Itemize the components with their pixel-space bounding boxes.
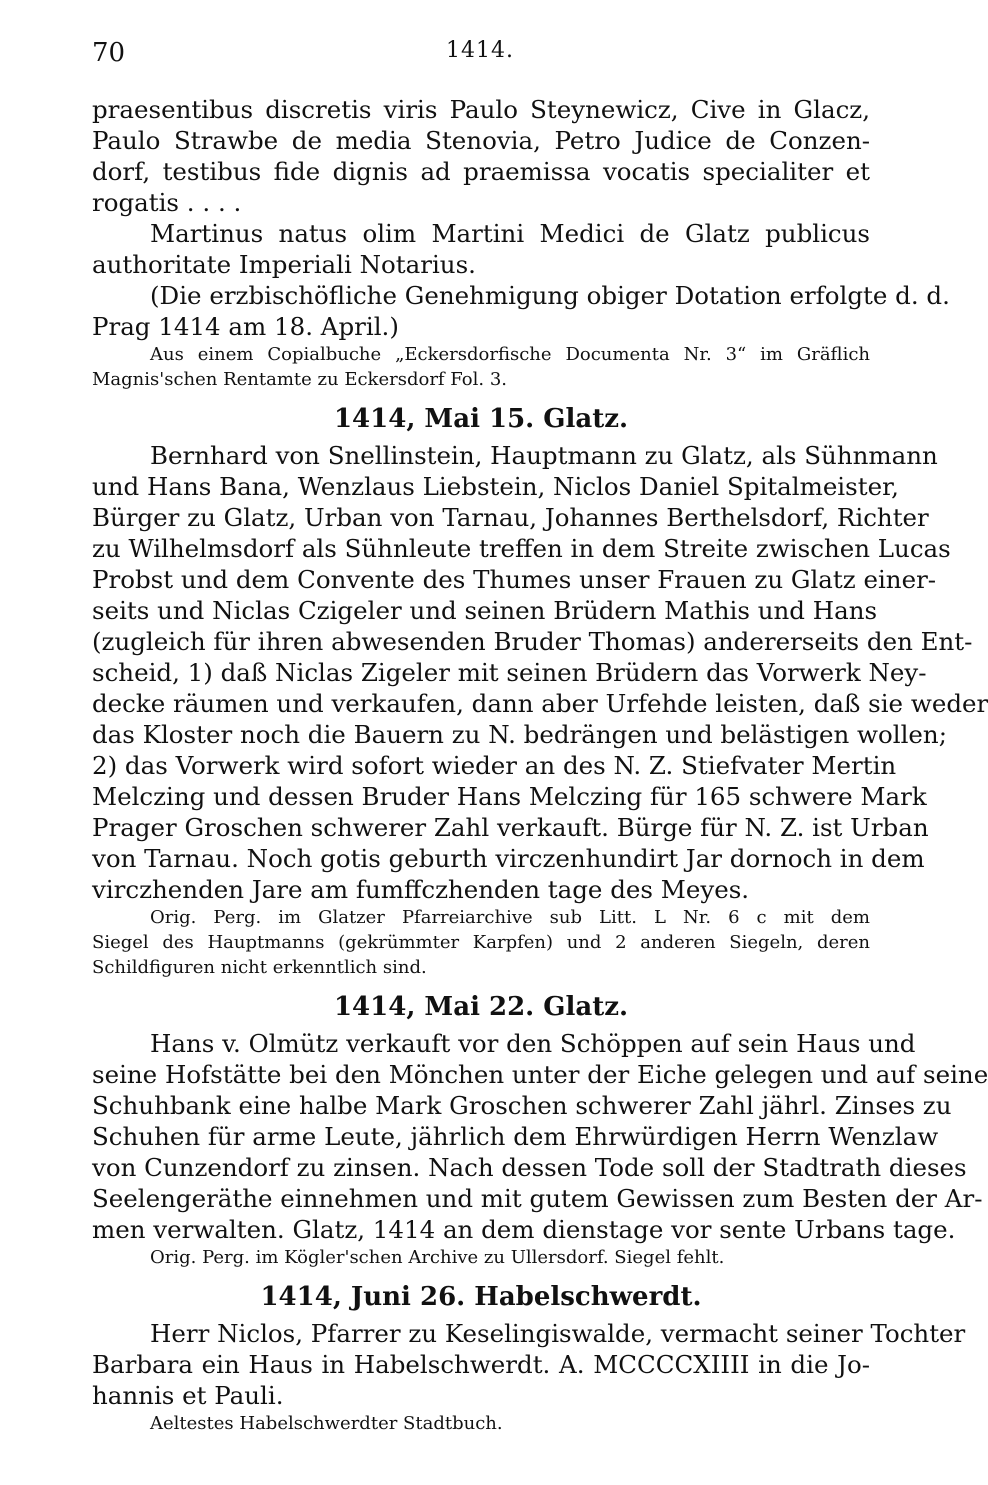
entry-1414-juni-26 xyxy=(92,1280,966,1436)
source-note-line: Siegel des Hauptmanns (gekrümmter Karpfen) und 2 anderen Siegeln, deren xyxy=(92,932,870,953)
text-line: (zugleich für ihren abwesenden Bruder Thomas) andererseits den Ent- xyxy=(92,627,973,656)
text-line: von Tarnau. Noch gotis geburth virczenhundirt Jar dornoch in dem xyxy=(92,844,925,873)
text-line: Schuhbank eine halbe Mark Groschen schwerer Zahl jährl. Zinses zu xyxy=(92,1091,952,1120)
source-note-line: Magnis'schen Rentamte zu Eckersdorf Fol. 3. xyxy=(92,369,508,390)
text-line: Seelengeräthe einnehmen und mit gutem Gewissen zum Besten der Ar- xyxy=(92,1184,983,1213)
text-line: Schuhen für arme Leute, jährlich dem Ehrwürdigen Herrn Wenzlaw xyxy=(92,1122,939,1151)
text-line: hannis et Pauli. xyxy=(92,1381,284,1410)
source-note-line: Aus einem Copialbuche „Eckersdorfische Documenta Nr. 3“ im Gräflich xyxy=(150,344,870,365)
text-line: authoritate Imperiali Notarius. xyxy=(92,250,476,279)
source-note-line: Schildfiguren nicht erkenntlich sind. xyxy=(92,957,427,978)
text-line: Prager Groschen schwerer Zahl verkauft. Bürge für N. Z. ist Urban xyxy=(92,813,929,842)
text-line: Herr Niclos, Pfarrer zu Keselingiswalde, vermacht seiner Tochter xyxy=(150,1319,966,1348)
text-line: seits und Niclas Czigeler und seinen Brüdern Mathis und Hans xyxy=(92,596,878,625)
text-line: dorf, testibus fide dignis ad praemissa vocatis specialiter et xyxy=(92,157,870,186)
text-line: Barbara ein Haus in Habelschwerdt. A. MCCCCXIIII in die Jo- xyxy=(92,1350,870,1379)
source-note-line: Orig. Perg. im Glatzer Pfarreiarchive sub Litt. L Nr. 6 c mit dem xyxy=(150,907,870,928)
text-line: rogatis . . . . xyxy=(92,188,242,217)
text-line: Prag 1414 am 18. April.) xyxy=(92,312,399,341)
text-line: Bernhard von Snellinstein, Hauptmann zu Glatz, als Sühnmann xyxy=(150,441,938,470)
text-line: zu Wilhelmsdorf als Sühnleute treffen in dem Streite zwischen Lucas xyxy=(92,534,951,563)
text-line: seine Hofstätte bei den Mönchen unter der Eiche gelegen und auf seine xyxy=(92,1060,988,1089)
text-line: scheid, 1) daß Niclas Zigeler mit seinen Brüdern das Vorwerk Ney- xyxy=(92,658,927,687)
text-line: Paulo Strawbe de media Stenovia, Petro Judice de Conzen- xyxy=(92,126,870,155)
text-line: decke räumen und verkaufen, dann aber Urfehde leisten, daß sie weder xyxy=(92,689,988,718)
text-line: 2) das Vorwerk wird sofort wieder an des N. Z. Stiefvater Mertin xyxy=(92,751,897,780)
text-line: praesentibus discretis viris Paulo Steynewicz, Cive in Glacz, xyxy=(92,95,870,124)
text-line: und Hans Bana, Wenzlaus Liebstein, Niclos Daniel Spitalmeister, xyxy=(92,472,899,501)
text-line: Bürger zu Glatz, Urban von Tarnau, Johannes Berthelsdorf, Richter xyxy=(92,503,929,532)
source-note-line: Aeltestes Habelschwerdter Stadtbuch. xyxy=(150,1413,503,1434)
entry-heading: 1414, Juni 26. Habelschwerdt. xyxy=(260,1282,702,1312)
running-head: 1414. xyxy=(446,38,514,63)
text-line: virczhenden Jare am fumffczhenden tage des Meyes. xyxy=(92,875,750,904)
text-line: men verwalten. Glatz, 1414 an dem dienstage vor sente Urbans tage. xyxy=(92,1215,956,1244)
source-note-line: Orig. Perg. im Kögler'schen Archive zu Ullersdorf. Siegel fehlt. xyxy=(150,1247,725,1268)
text-line: (Die erzbischöfliche Genehmigung obiger Dotation erfolgte d. d. xyxy=(150,281,950,310)
text-line: Martinus natus olim Martini Medici de Glatz publicus xyxy=(150,219,870,248)
page-number: 70 xyxy=(92,38,126,68)
text-line: das Kloster noch die Bauern zu N. bedrängen und belästigen wollen; xyxy=(92,720,947,749)
block-continuation xyxy=(92,94,950,392)
text-line: Melczing und dessen Bruder Hans Melczing für 165 schwere Mark xyxy=(92,782,927,811)
text-line: Probst und dem Convente des Thumes unser Frauen zu Glatz einer- xyxy=(92,565,937,594)
entry-1414-mai-22 xyxy=(92,990,988,1270)
entry-1414-mai-15 xyxy=(92,402,988,980)
text-line: von Cunzendorf zu zinsen. Nach dessen Tode soll der Stadtrath dieses xyxy=(92,1153,967,1182)
entry-heading: 1414, Mai 15. Glatz. xyxy=(333,404,629,434)
text-line: Hans v. Olmütz verkauft vor den Schöppen auf sein Haus und xyxy=(150,1029,916,1058)
entry-heading: 1414, Mai 22. Glatz. xyxy=(333,992,629,1022)
text-column xyxy=(92,94,988,1436)
